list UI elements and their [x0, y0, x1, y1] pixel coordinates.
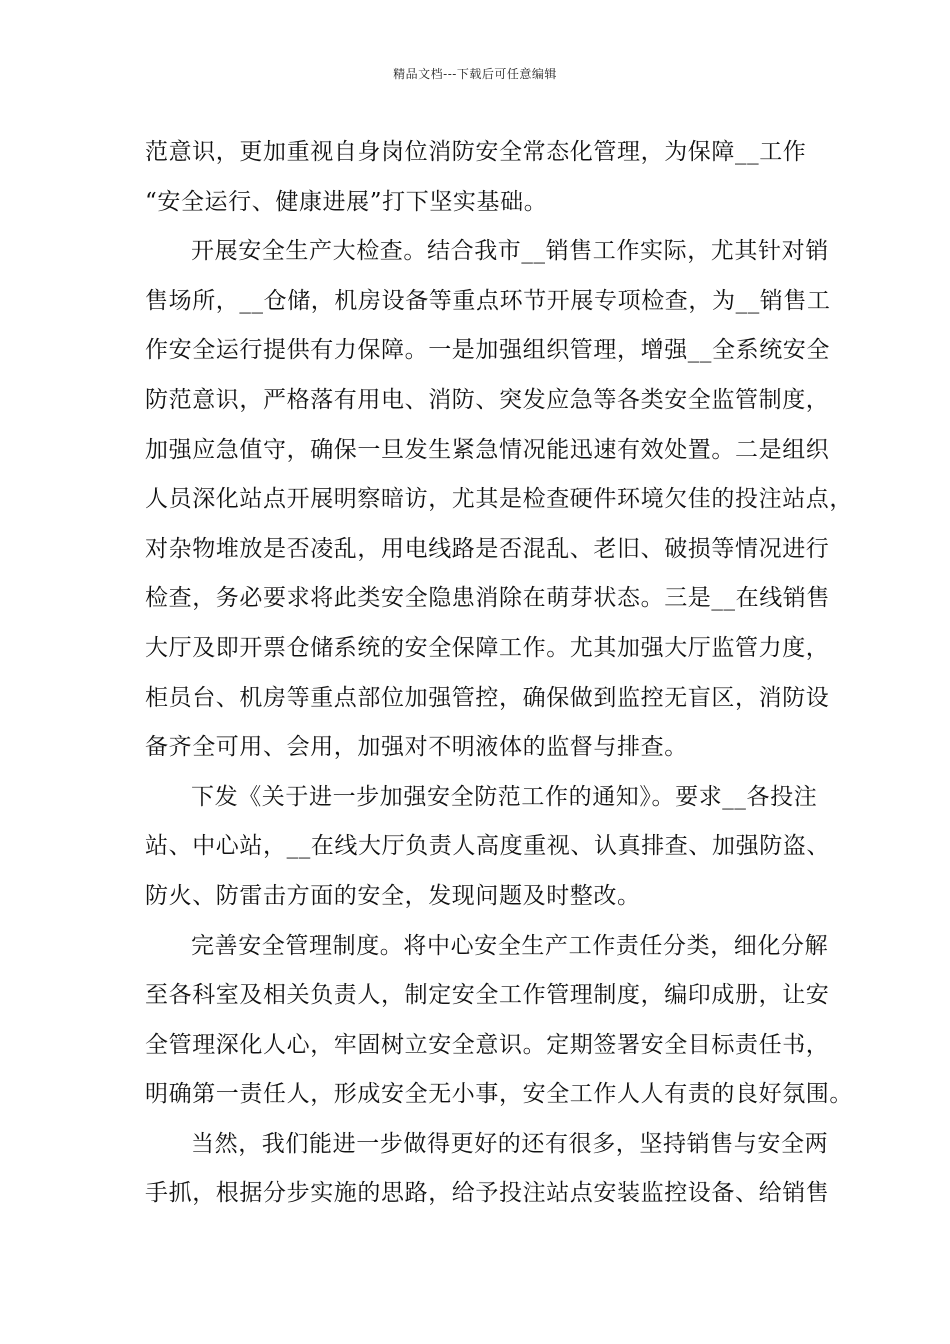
paragraph-first-line: 完善安全管理制度。将中心安全生产工作责任分类，细化分解	[191, 932, 829, 959]
text-line: 防火、防雷击方面的安全，发现问题及时整改。	[145, 882, 641, 909]
text-line: 手抓，根据分步实施的思路，给予投注站点安装监控设备、给销售	[145, 1180, 830, 1207]
paragraph-first-line: 下发《关于进一步加强安全防范工作的通知》。要求__各投注	[191, 783, 818, 810]
text-line: 防范意识，严格落有用电、消防、突发应急等各类安全监管制度，	[145, 386, 830, 413]
text-line: 全管理深化人心，牢固树立安全意识。定期签署安全目标责任书，	[145, 1031, 830, 1058]
document-body	[145, 128, 853, 1219]
text-line: 售场所，__仓储，机房设备等重点环节开展专项检查，为__销售工	[145, 287, 831, 314]
text-line: 检查，务必要求将此类安全隐患消除在萌芽状态。三是__在线销售	[145, 585, 830, 612]
paragraph-first-line: 当然，我们能进一步做得更好的还有很多，坚持销售与安全两	[191, 1130, 829, 1157]
paragraph-first-line: 开展安全生产大检查。结合我市__销售工作实际，尤其针对销	[191, 238, 829, 265]
text-line: 备齐全可用、会用，加强对不明液体的监督与排查。	[145, 734, 688, 761]
text-line: 大厅及即开票仓储系统的安全保障工作。尤其加强大厅监管力度，	[145, 634, 830, 661]
text-line: 柜员台、机房等重点部位加强管控，确保做到监控无盲区，消防设	[145, 684, 830, 711]
text-line: 加强应急值守，确保一旦发生紧急情况能迅速有效处置。二是组织	[145, 436, 830, 463]
text-line: 作安全运行提供有力保障。一是加强组织管理，增强__全系统安全	[145, 337, 830, 364]
text-line: “安全运行、健康进展”打下坚实基础。	[145, 188, 548, 215]
text-line: 对杂物堆放是否凌乱，用电线路是否混乱、老旧、破损等情况进行	[145, 535, 830, 562]
text-line: 站、中心站，__在线大厅负责人高度重视、认真排查、加强防盗、	[145, 833, 830, 860]
page-header: 精品文档---下载后可任意编辑	[393, 67, 557, 81]
text-line: 明确第一责任人，形成安全无小事，安全工作人人有责的良好氛围。	[145, 1081, 853, 1108]
text-line: 至各科室及相关负责人，制定安全工作管理制度，编印成册，让安	[145, 982, 830, 1009]
text-line: 范意识，更加重视自身岗位消防安全常态化管理，为保障__工作	[145, 139, 807, 165]
text-line: 人员深化站点开展明察暗访，尤其是检查硬件环境欠佳的投注站点，	[145, 486, 853, 513]
